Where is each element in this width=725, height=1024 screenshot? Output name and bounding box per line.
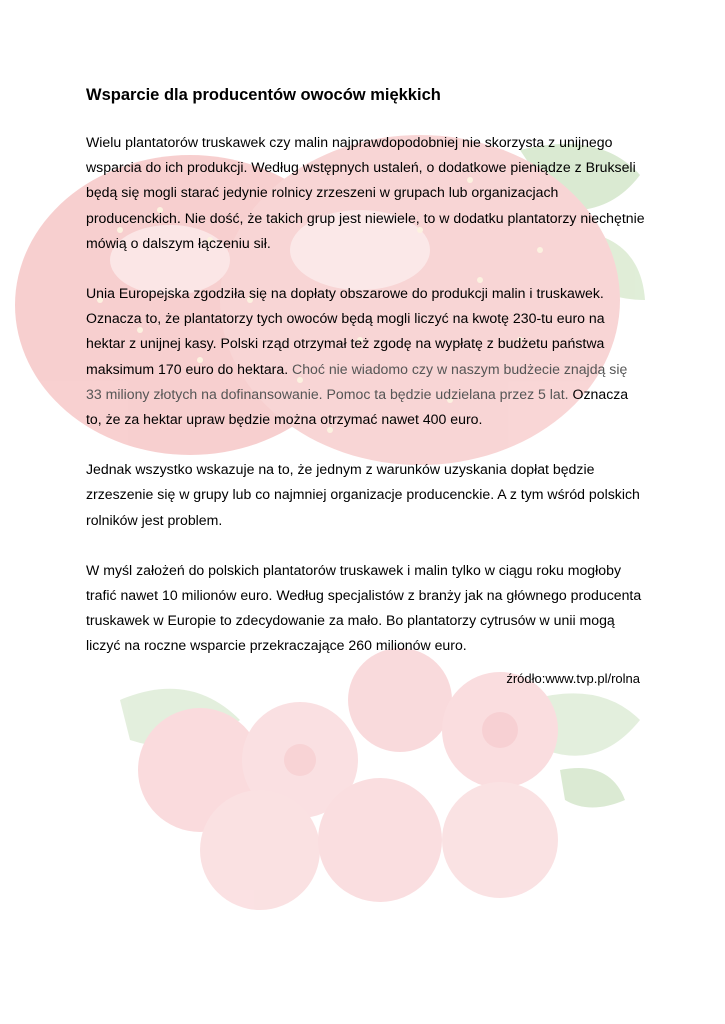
raspberry-hollow — [284, 744, 316, 776]
raspberry-leaf — [560, 768, 625, 808]
paragraph-2 — [86, 281, 646, 432]
paragraph-3: Jednak wszystko wskazuje na to, że jednym z warunków uzyskania dopłat będzie zrzeszenie się w grupy lub co najmniej organizacje producenckie. A z tym wśród polskich rolników jest problem. — [86, 461, 640, 528]
raspberry-hollow — [482, 712, 518, 748]
paragraph-2-part-2: Choć nie wiadomo czy w naszym budżecie znajdą się 33 miliony złotych na dofinansowanie. Pomoc ta będzie udzielana przez 5 lat. — [86, 360, 628, 402]
article-title: Wsparcie dla producentów owoców miękkich — [86, 86, 441, 104]
paragraph-1: Wielu plantatorów truskawek czy malin najprawdopodobniej nie skorzysta z unijnego wsparcia do ich produkcji. Według wstępnych ustaleń, o dodatkowe pieniądze z Brukseli będą się mogli starać jedynie rolnicy zrzeszeni w grupach lub organizacjach producenckich. Nie dość, że takich grup jest niewiele, to w dodatku plantatorzy niechętnie mówią o dalszym łączeniu sił. — [86, 134, 645, 251]
raspberry — [200, 790, 320, 910]
paragraph-2-part-3: Oznacza to, że za hektar upraw będzie można otrzymać nawet 400 euro. — [86, 385, 629, 428]
source-credit: źródło:www.tvp.pl/rolna — [506, 670, 640, 686]
raspberry — [318, 778, 442, 902]
article — [86, 84, 646, 689]
paragraph-2-part-1: Unia Europejska zgodziła się na dopłaty obszarowe do produkcji malin i truskawek. Oznacza to, że plantatorzy tych owoców będą mogli liczyć na kwotę 230-tu euro na hektar z unijnej kasy. Polski rząd otrzymał też zgodę na wypłatę z budżetu państwa maksimum 170 euro do hektara. — [86, 285, 605, 377]
raspberry — [442, 782, 558, 898]
paragraph-4: W myśl założeń do polskich plantatorów truskawek i malin tylko w ciągu roku mogłoby trafić nawet 10 milionów euro. Według specjalistów z branży jak na głównego producenta truskawek w Europie to zdecydowanie za mało. Bo plantatorzy cytrusów w unii mogą liczyć na roczne wsparcie przekraczające 260 milionów euro. — [86, 561, 642, 654]
